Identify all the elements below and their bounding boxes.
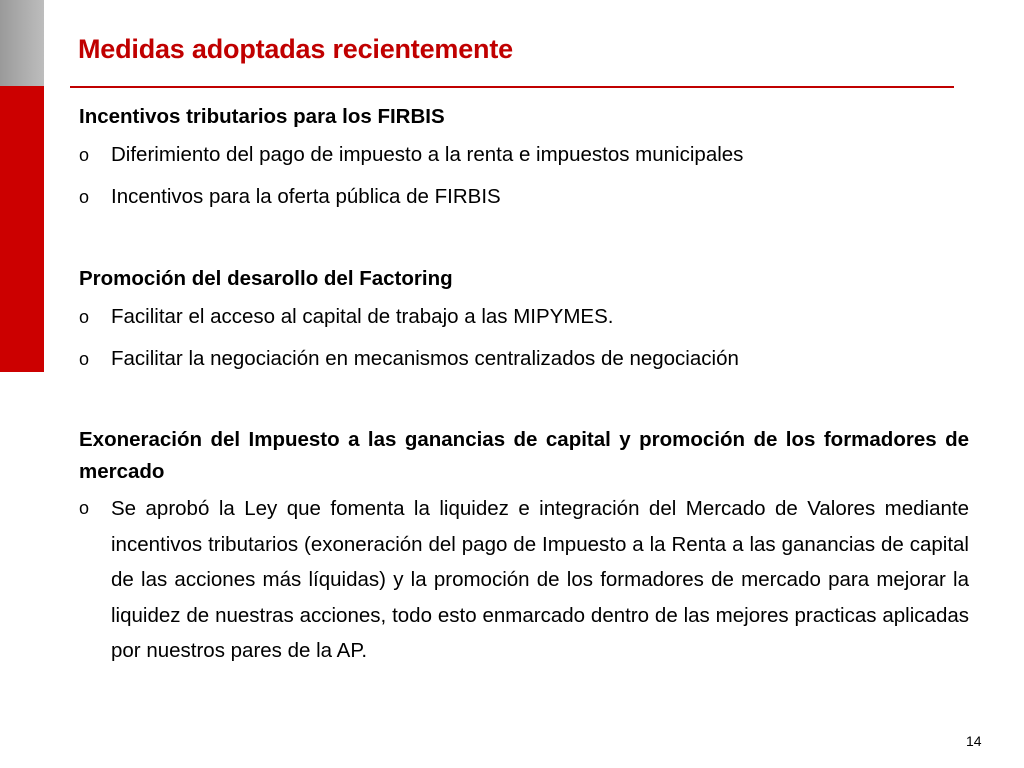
title-underline [70, 86, 954, 88]
list-item [79, 296, 969, 338]
section-factoring [79, 262, 969, 380]
list-item [79, 176, 969, 218]
list-item [79, 134, 969, 176]
bullet-marker: o [79, 349, 90, 369]
bullet-text: Diferimiento del pago de impuesto a la renta e impuestos municipales [111, 143, 744, 166]
side-bar-gray [0, 0, 44, 86]
page-number: 14 [966, 733, 982, 749]
bullet-marker: o [79, 307, 90, 327]
bullet-text: Incentivos para la oferta pública de FIRBIS [111, 185, 501, 208]
bullet-text: Se aprobó la Ley que fomenta la liquidez e integración del Mercado de Valores mediante incentivos tributarios (exoneración del pago de Impuesto a la Renta a las ganancias de capital de las acciones más líquidas) y la promoción de los formadores de mercado para mejorar la liquidez de nuestras acciones, todo esto enmarcado dentro de las mejores practicas aplicadas por nuestros pares de la AP. [111, 497, 969, 662]
bullet-marker: o [79, 187, 90, 207]
section-heading-firbis: Incentivos tributarios para los FIRBIS [79, 105, 445, 128]
list-item [79, 338, 969, 380]
bullet-text: Facilitar el acceso al capital de trabajo a las MIPYMES. [111, 305, 614, 328]
section-gap [79, 218, 969, 262]
side-bar-red [0, 86, 44, 372]
section-firbis [79, 100, 969, 218]
slide-content [79, 100, 969, 669]
slide-title: Medidas adoptadas recientemente [78, 34, 513, 64]
bullet-text: Facilitar la negociación en mecanismos centralizados de negociación [111, 347, 739, 370]
section-gap [79, 380, 969, 424]
bullet-marker: o [79, 145, 90, 165]
bullet-list-factoring [79, 296, 969, 380]
bullet-list-exoneracion [79, 491, 969, 669]
section-heading-exoneracion: Exoneración del Impuesto a las ganancias de capital y promoción de los formadores de mercado [79, 428, 969, 483]
section-exoneracion [79, 424, 969, 669]
section-heading-factoring: Promoción del desarollo del Factoring [79, 267, 453, 290]
bullet-marker: o [79, 498, 90, 518]
bullet-list-firbis [79, 134, 969, 218]
list-item [79, 491, 969, 669]
